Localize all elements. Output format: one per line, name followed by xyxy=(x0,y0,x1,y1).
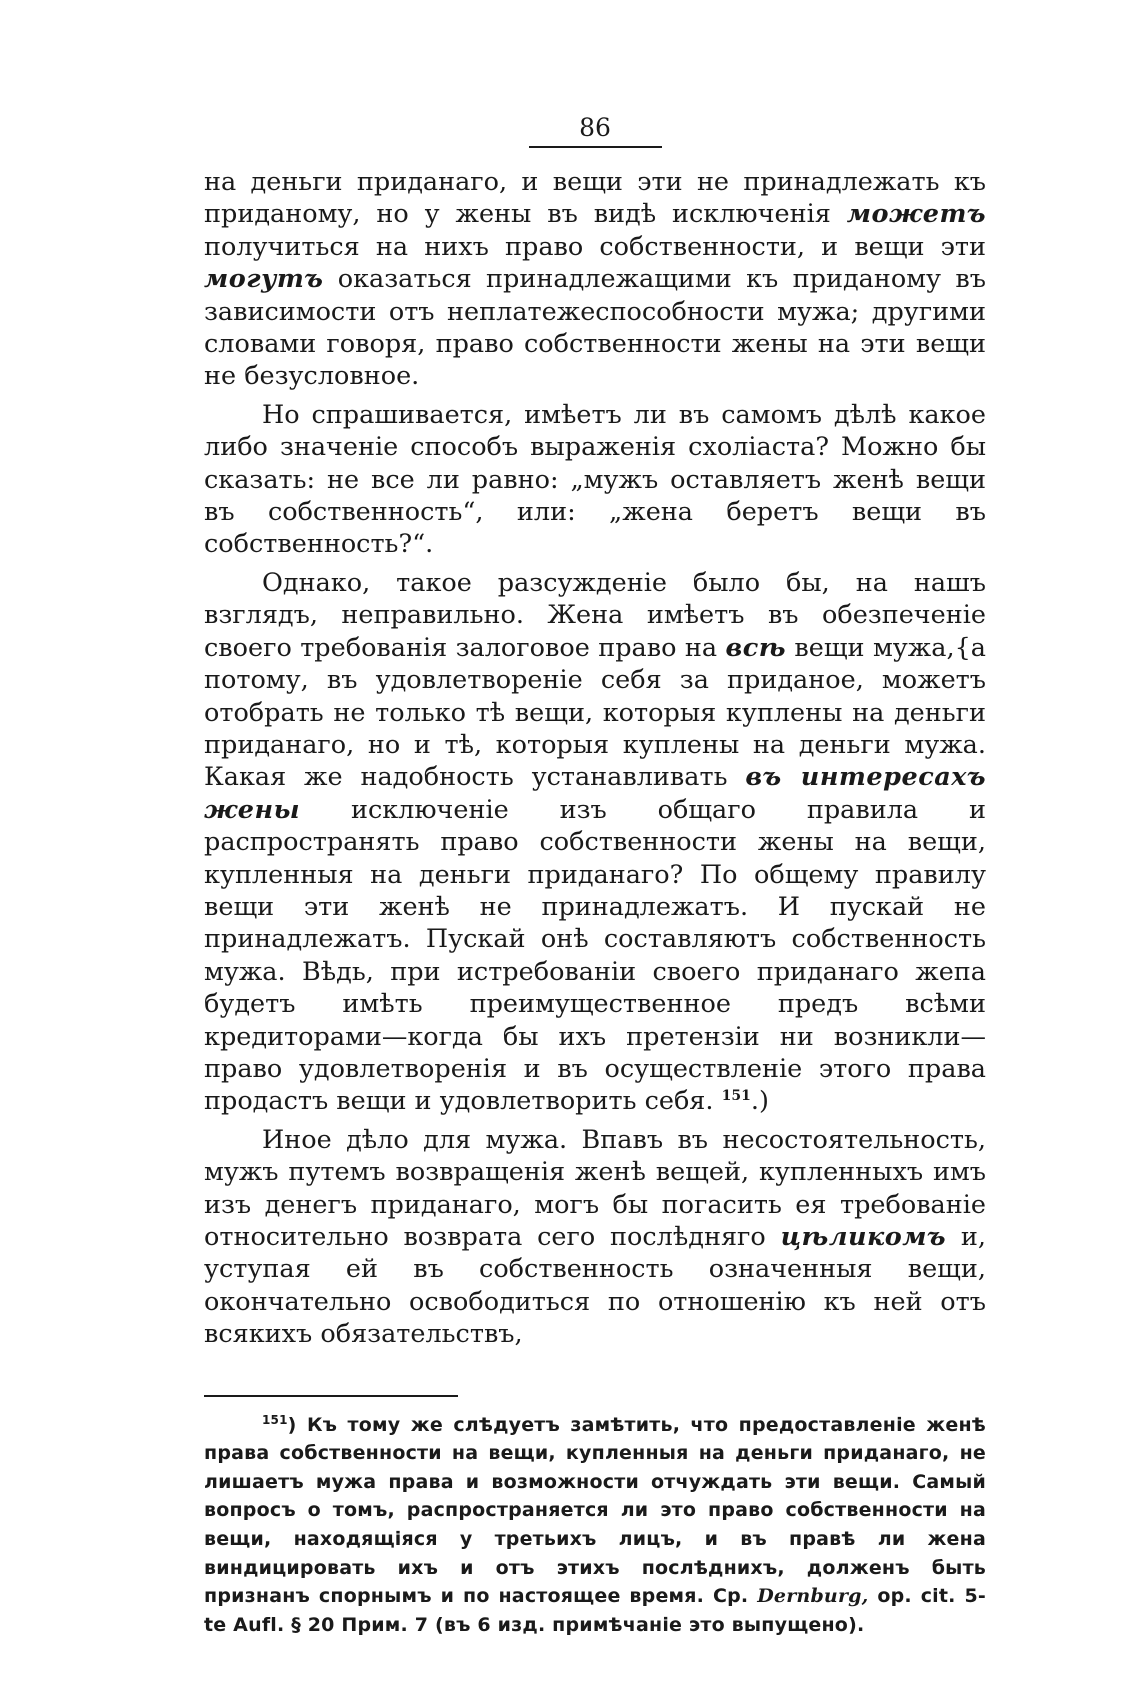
paragraph-3: Однако, такое разсужденіе было бы, на нашъ взглядъ, неправильно. Жена имѣетъ въ обезпеченіе своего требованія залоговое право на всѣ вещи мужа,{а потому, въ удовлетвореніе себя за приданое, можетъ отобрать не только тѣ вещи, которыя куплены на деньги приданаго, но и тѣ, которыя куплены на деньги мужа. Какая же надобность устанавливать въ интересахъ жены исключеніе изъ общаго правила и распространять право собственности жены на вещи, купленныя на деньги приданаго? По общему правилу вещи эти женѣ не принадлежатъ. И пускай не принадлежатъ. Пускай онѣ составляютъ собственность мужа. Вѣдь, при истребованіи своего приданаго жепа будетъ имѣть преимущественное предъ всѣми кредиторами—когда бы ихъ претензіи ни возникли—право удовлетворенія и въ осуществленіе этого права продастъ вещи и удовлетворить себя. $^{151}$.) xyxy=(204,567,986,1117)
page-number xyxy=(204,112,986,144)
page-number-text: 86 xyxy=(579,113,611,142)
emphasis-mozhet: можетъ xyxy=(846,199,986,230)
book-page xyxy=(204,112,986,1639)
emphasis-mogut: могутъ xyxy=(204,264,324,295)
emphasis-v-interesakh-zheny: въ интересахъ жены xyxy=(204,762,986,825)
emphasis-vse: всѣ xyxy=(725,632,786,663)
footnote-151: $^{151}$) Къ тому же слѣдуетъ замѣтить, что предоставленіе женѣ права собственности на вещи, купленныя на деньги приданаго, не лишаетъ мужа права и возможности отчуждать эти вещи. Самый вопросъ о томъ, распространяется ли это право собственности на вещи, находящіяся у третьихъ лицъ, и въ правѣ ли жена виндицировать ихъ и отъ этихъ послѣднихъ, долженъ быть признанъ спорнымъ и по настоящее время. Cp. Dernburg, op. cit. 5-te Aufl. § 20 Прим. 7 (въ 6 изд. примѣчаніе это выпущено). xyxy=(204,1412,986,1636)
paragraph-4: Иное дѣло для мужа. Впавъ въ несостоятельность, мужъ путемъ возвращенія женѣ вещей, купленныхъ имъ изъ денегъ приданаго, могъ бы погасить ея требованіе относительно возврата сего послѣдняго цѣликомъ и, уступая ей въ собственность означенныя вещи, окончательно освободиться по отношенію къ ней отъ всякихъ обязательствъ, xyxy=(204,1124,986,1350)
footnote-separator xyxy=(204,1395,458,1397)
page-number-underline xyxy=(529,146,662,148)
emphasis-tselikom: цѣликомъ xyxy=(780,1222,947,1252)
paragraph-2: Но спрашивается, имѣетъ ли въ самомъ дѣлѣ какое либо значеніе способъ выраженія схоліаста? Можно бы сказать: не все ли равно: „мужъ оставляетъ женѣ вещи въ собственность“, или: „жена беретъ вещи въ собственность?“. xyxy=(204,399,986,560)
footnote-author: Dernburg, xyxy=(757,1585,869,1608)
main-text xyxy=(204,166,986,1351)
footnote-reference[interactable]: 151 xyxy=(721,1088,751,1105)
footnote-number: 151 xyxy=(262,1412,288,1427)
paragraph-1: на деньги приданаго, и вещи эти не принадлежать къ приданому, но у жены въ видѣ исключенія можетъ получиться на нихъ право собственности, и вещи эти могутъ оказаться принадлежащими къ приданому въ зависимости отъ неплатежеспособности мужа; другими словами говоря, право собственности жены на эти вещи не безусловное. xyxy=(204,167,986,392)
